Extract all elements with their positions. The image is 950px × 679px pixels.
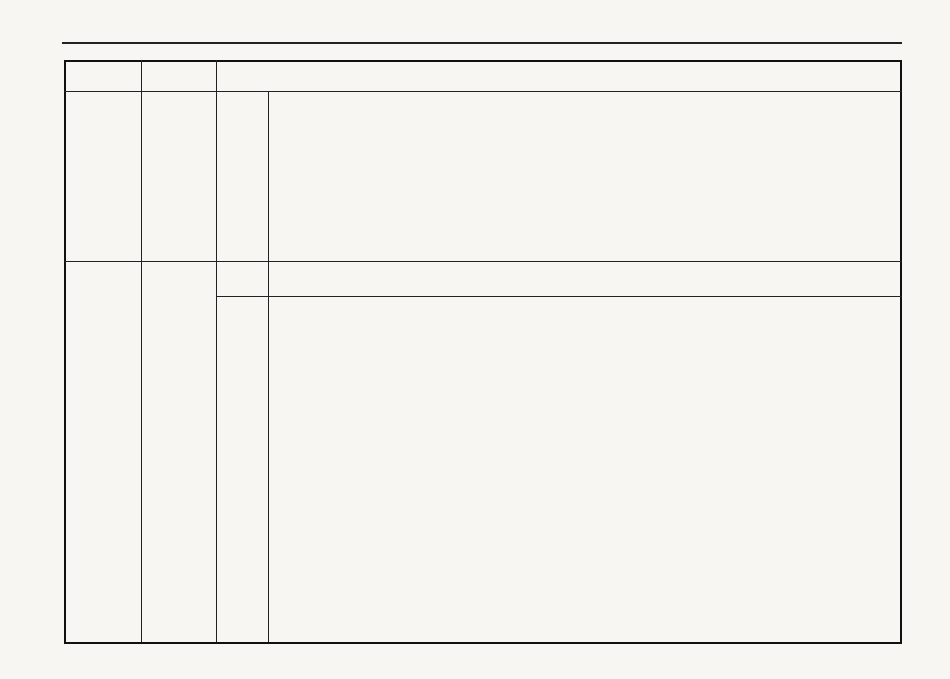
- frame-right: [900, 60, 902, 644]
- row1-bottom-line: [64, 261, 902, 262]
- header-row-line: [64, 91, 902, 92]
- col-line-3a: [268, 91, 269, 261]
- frame-top: [64, 60, 902, 62]
- col-line-1: [141, 60, 142, 642]
- frame-left: [64, 60, 66, 644]
- col-line-2: [216, 60, 217, 642]
- basis-bottom-line: [216, 296, 902, 297]
- col-line-3b: [268, 262, 269, 642]
- frame-bottom: [64, 642, 902, 644]
- header-rule: [62, 42, 902, 44]
